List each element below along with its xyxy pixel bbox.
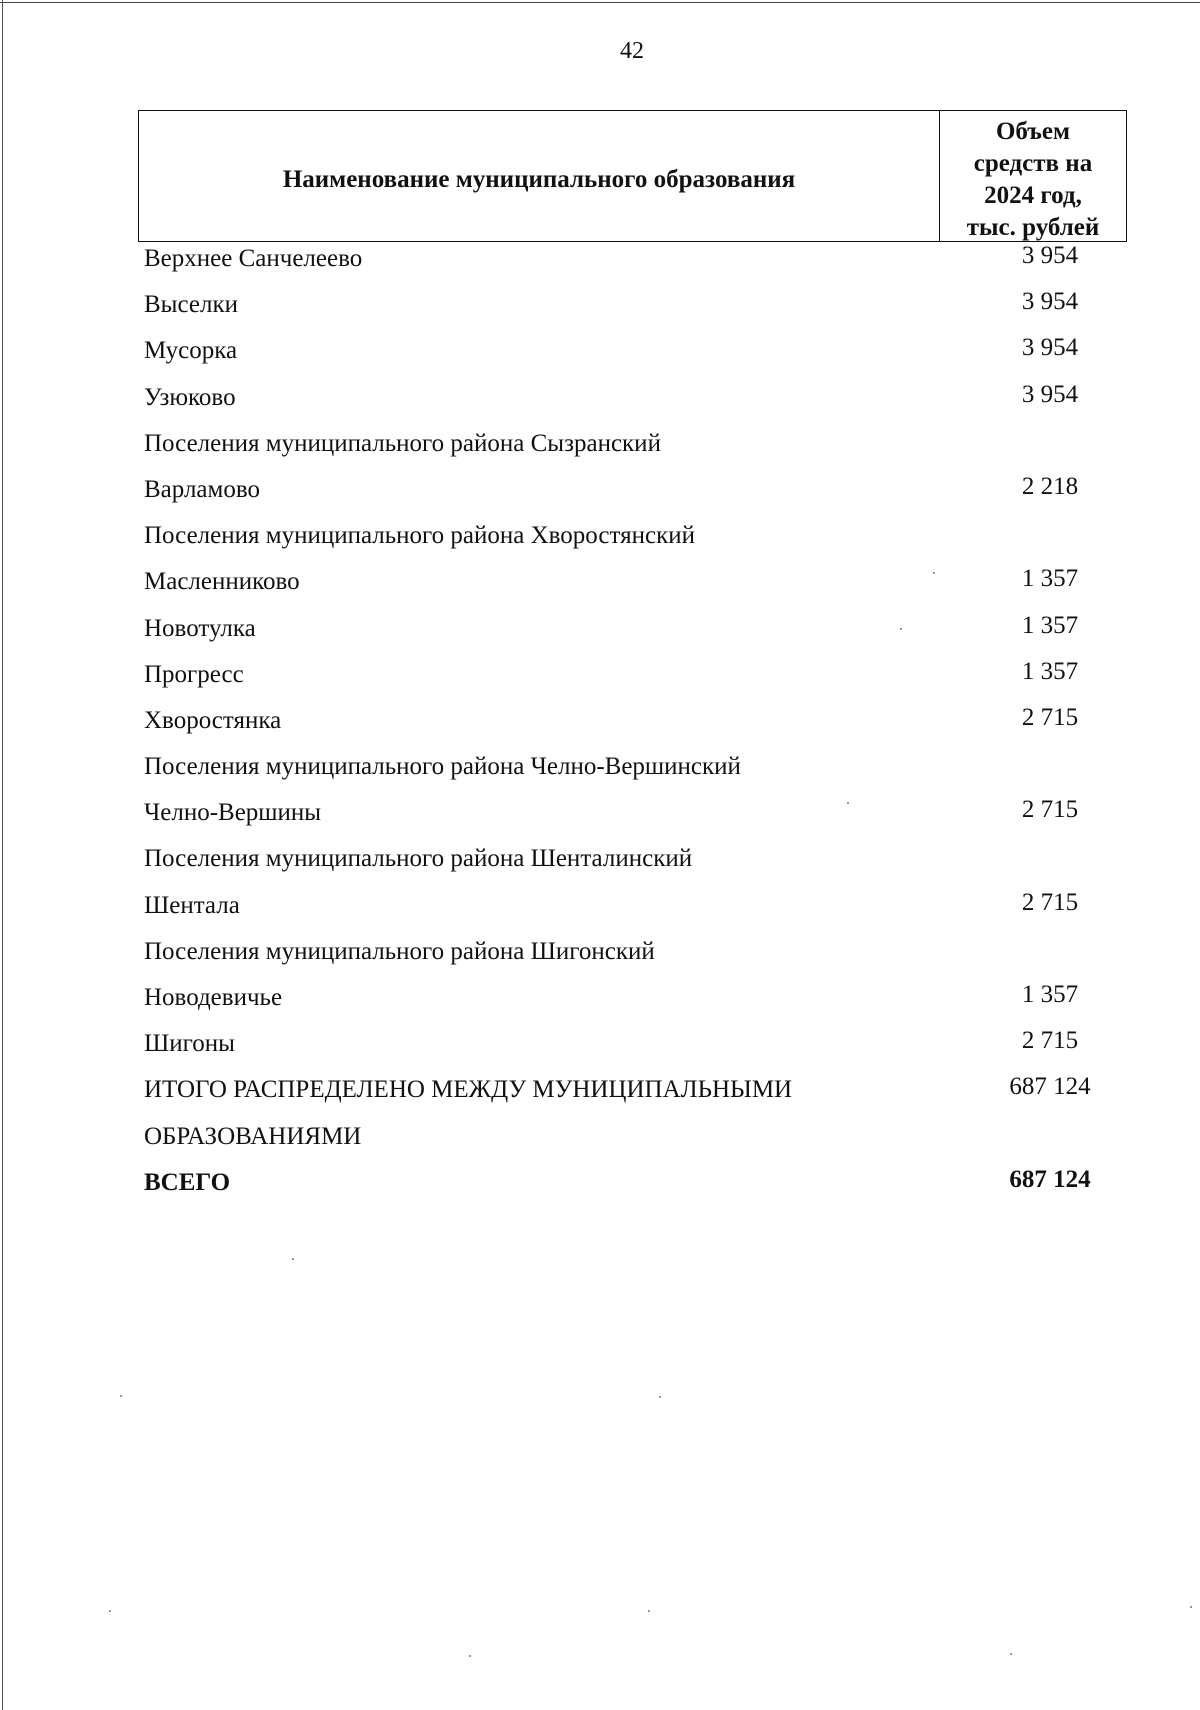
table-row (144, 473, 1104, 519)
scan-speck (469, 1655, 471, 1657)
row-municipality-name: Узюково (144, 383, 236, 411)
table-row (144, 1120, 1104, 1166)
row-funding-value: 3 954 (1021, 380, 1079, 408)
table-row (144, 1027, 1104, 1073)
row-municipality-name: Выселки (144, 291, 238, 319)
table-row (144, 427, 1104, 473)
row-municipality-name: ОБРАЗОВАНИЯМИ (144, 1122, 362, 1150)
table-row (144, 889, 1104, 935)
scan-speck (659, 1396, 661, 1398)
row-funding-value: 1 357 (1021, 657, 1079, 685)
row-funding-value: 1 357 (1021, 611, 1079, 639)
table-body (144, 242, 1104, 1212)
row-municipality-name: Масленниково (144, 568, 300, 596)
row-funding-value: 2 715 (1021, 703, 1079, 731)
page-number: 42 (620, 38, 644, 64)
table-row (144, 612, 1104, 658)
row-funding-value: 2 715 (1021, 1027, 1079, 1055)
row-municipality-name: Шигоны (144, 1030, 235, 1058)
scan-speck (1190, 1606, 1192, 1608)
row-municipality-name: Мусорка (144, 337, 238, 365)
row-funding-value: 3 954 (1021, 334, 1079, 362)
scan-speck (292, 1258, 294, 1260)
scan-speck (648, 1610, 650, 1612)
row-municipality-name: Челно-Вершины (144, 799, 322, 827)
table-row (144, 981, 1104, 1027)
row-funding-value: 3 954 (1021, 288, 1079, 316)
header-municipality-name: Наименование муниципального образования (139, 111, 940, 241)
row-municipality-name: Поселения муниципального района Сызранский (144, 429, 661, 457)
table-row (144, 796, 1104, 842)
row-municipality-name: Поселения муниципального района Шенталинский (144, 845, 693, 873)
scan-speck (900, 628, 902, 630)
row-municipality-name: ИТОГО РАСПРЕДЕЛЕНО МЕЖДУ МУНИЦИПАЛЬНЫМИ (144, 1076, 793, 1104)
row-funding-value: 3 954 (1021, 242, 1079, 269)
table-row (144, 288, 1104, 334)
scan-speck (1010, 1653, 1012, 1655)
table-row (144, 334, 1104, 380)
row-municipality-name: Шентала (144, 891, 240, 919)
row-municipality-name: Новотулка (144, 614, 256, 642)
table-row (144, 658, 1104, 704)
table-row (144, 519, 1104, 565)
table-row (144, 242, 1104, 288)
row-municipality-name: Прогресс (144, 660, 244, 688)
row-funding-value: 687 124 (1009, 1165, 1091, 1193)
row-funding-value: 1 357 (1021, 981, 1079, 1008)
table-row (144, 565, 1104, 611)
table-header (138, 110, 1127, 242)
table-row (144, 381, 1104, 427)
row-municipality-name: Хворостянка (144, 706, 282, 734)
table-row (144, 842, 1104, 888)
row-funding-value: 2 218 (1021, 472, 1079, 500)
row-municipality-name: Поселения муниципального района Шигонский (144, 937, 655, 965)
scan-speck (120, 1395, 122, 1397)
table-row (144, 1073, 1104, 1119)
table-row (144, 750, 1104, 796)
scan-edge-top (0, 2, 1200, 3)
row-funding-value: 1 357 (1021, 565, 1079, 593)
table-row (144, 935, 1104, 981)
scan-speck (933, 572, 935, 574)
table-row (144, 704, 1104, 750)
row-municipality-name: Новодевичье (144, 984, 283, 1011)
row-municipality-name: Поселения муниципального района Хворостянский (144, 522, 696, 550)
row-municipality-name: ВСЕГО (144, 1168, 231, 1196)
row-funding-value: 2 715 (1021, 888, 1079, 916)
scan-speck (847, 802, 849, 804)
row-funding-value: 2 715 (1021, 796, 1079, 824)
row-municipality-name: Поселения муниципального района Челно-Вершинский (144, 753, 741, 781)
row-municipality-name: Верхнее Санчелеево (144, 245, 363, 272)
table-row (144, 1166, 1104, 1212)
scan-speck (109, 1610, 111, 1612)
row-funding-value: 687 124 (1009, 1073, 1091, 1101)
row-municipality-name: Варламово (144, 475, 260, 503)
header-funding-volume: Объем средств на 2024 год, тыс. рублей (966, 118, 1100, 241)
scan-edge-left (2, 0, 3, 1710)
